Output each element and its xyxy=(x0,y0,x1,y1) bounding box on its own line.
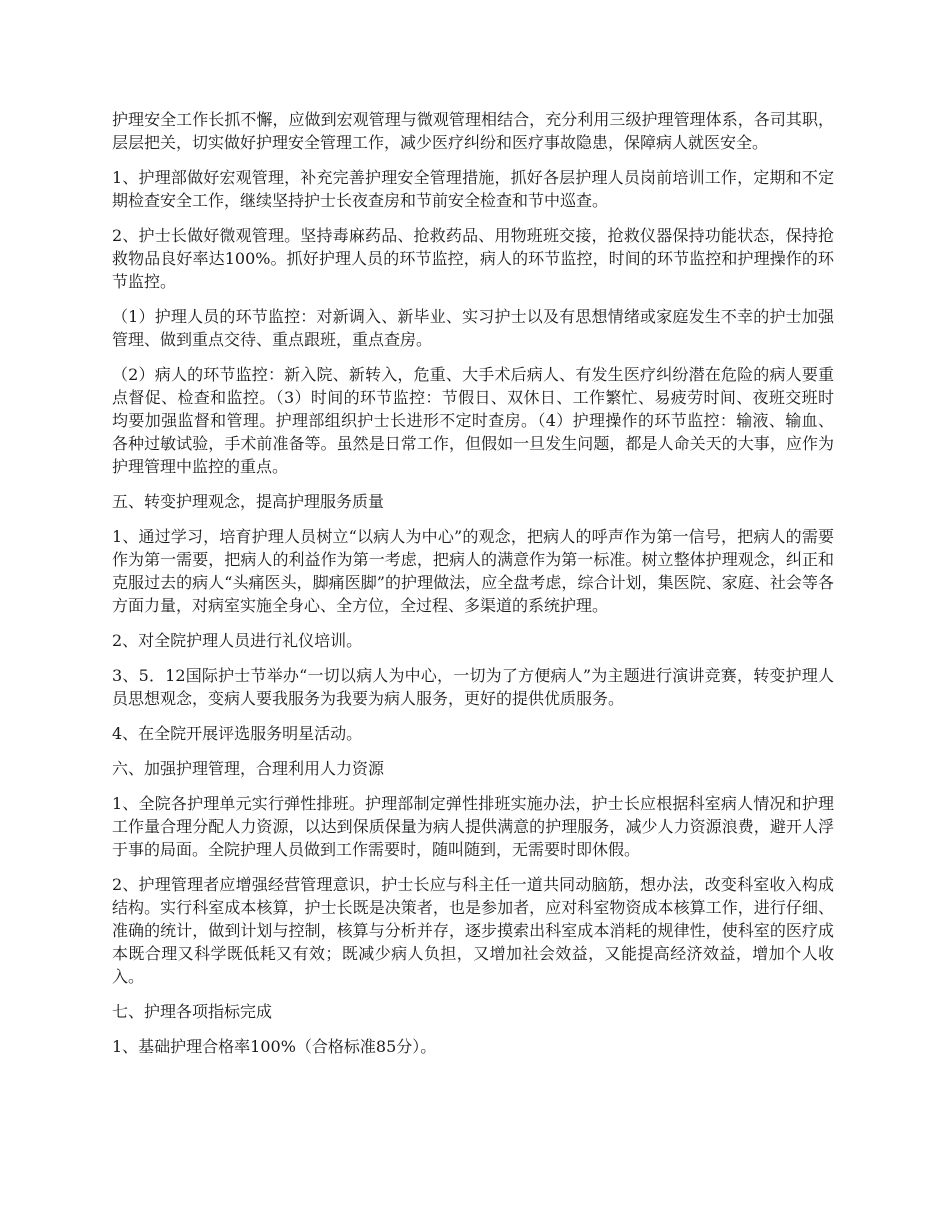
section-heading-6: 六、加强护理管理，合理利用人力资源 xyxy=(112,759,385,778)
paragraph-service-star: 4、在全院开展评选服务明星活动。 xyxy=(112,724,363,743)
paragraph-flexible-scheduling: 1、全院各护理单元实行弹性排班。护理部制定弹性排班实施办法，护士长应根据科室病人情况和护理工作量合理分配人力资源，以达到保质保量为病人提供满意的护理服务，减少人力资源浪费，避开人浮于事的局面。全院护理人员做到工作需要时，随叫随到，无需要时即休假。 xyxy=(112,794,834,859)
paragraph-staff-monitoring: （1）护理人员的环节监控：对新调入、新毕业、实习护士以及有思想情绪或家庭发生不幸的护士加强管理、做到重点交待、重点跟班，重点查房。 xyxy=(112,307,834,349)
section-heading-7: 七、护理各项指标完成 xyxy=(112,1002,273,1021)
paragraph-macro-management: 1、护理部做好宏观管理，补充完善护理安全管理措施，抓好各层护理人员岗前培训工作，定期和不定期检查安全工作，继续坚持护士长夜查房和节前安全检查和节中巡查。 xyxy=(112,168,834,210)
paragraph-basic-care-rate: 1、基础护理合格率100%（合格标准85分）。 xyxy=(112,1037,437,1056)
paragraph-patient-time-operation-monitoring: （2）病人的环节监控：新入院、新转入，危重、大手术后病人、有发生医疗纠纷潜在危险的病人要重点督促、检查和监控。（3）时间的环节监控：节假日、双休日、工作繁忙、易疲劳时间、夜班交班时均要加强监督和管理。护理部组织护士长进形不定时查房。（4）护理操作的环节监控：输液、输血、各种过敏试验，手术前准备等。虽然是日常工作，但假如一旦发生问题，都是人命关天的大事，应作为护理管理中监控的重点。 xyxy=(112,365,834,476)
paragraph-nursing-safety-intro: 护理安全工作长抓不懈，应做到宏观管理与微观管理相结合，充分利用三级护理管理体系，各司其职，层层把关，切实做好护理安全管理工作，减少医疗纠纷和医疗事故隐患，保障病人就医安全。 xyxy=(112,110,834,152)
paragraph-patient-centered: 1、通过学习，培育护理人员树立“以病人为中心”的观念，把病人的呼声作为第一信号，把病人的需要作为第一需要，把病人的利益作为第一考虑，把病人的满意作为第一标准。树立整体护理观念，纠正和克服过去的病人“头痛医头，脚痛医脚”的护理做法，应全盘考虑，综合计划，集医院、家庭、社会等各方面力量，对病室实施全身心、全方位，全过程、多渠道的系统护理。 xyxy=(112,527,834,615)
section-heading-5: 五、转变护理观念，提高护理服务质量 xyxy=(112,492,385,511)
paragraph-etiquette-training: 2、对全院护理人员进行礼仪培训。 xyxy=(112,631,363,650)
document-page xyxy=(112,108,834,1070)
paragraph-cost-accounting: 2、护理管理者应增强经营管理意识，护士长应与科主任一道共同动脑筋，想办法，改变科室收入构成结构。实行科室成本核算，护士长既是决策者，也是参加者，应对科室物资成本核算工作，进行仔细、准确的统计，做到计划与控制，核算与分析并存，逐步摸索出科室成本消耗的规律性，使科室的医疗成本既合理又科学既低耗又有效；既减少病人负担，又增加社会效益，又能提高经济效益，增加个人收入。 xyxy=(112,875,834,986)
paragraph-micro-management: 2、护士长做好微观管理。坚持毒麻药品、抢救药品、用物班班交接，抢救仪器保持功能状态，保持抢救物品良好率达100%。抓好护理人员的环节监控，病人的环节监控，时间的环节监控和护理操作的环节监控。 xyxy=(112,226,834,291)
paragraph-nurses-day-contest: 3、5．12国际护士节举办“一切以病人为中心，一切为了方便病人”为主题进行演讲竞赛，转变护理人员思想观念，变病人要我服务为我要为病人服务，更好的提供优质服务。 xyxy=(112,666,834,708)
